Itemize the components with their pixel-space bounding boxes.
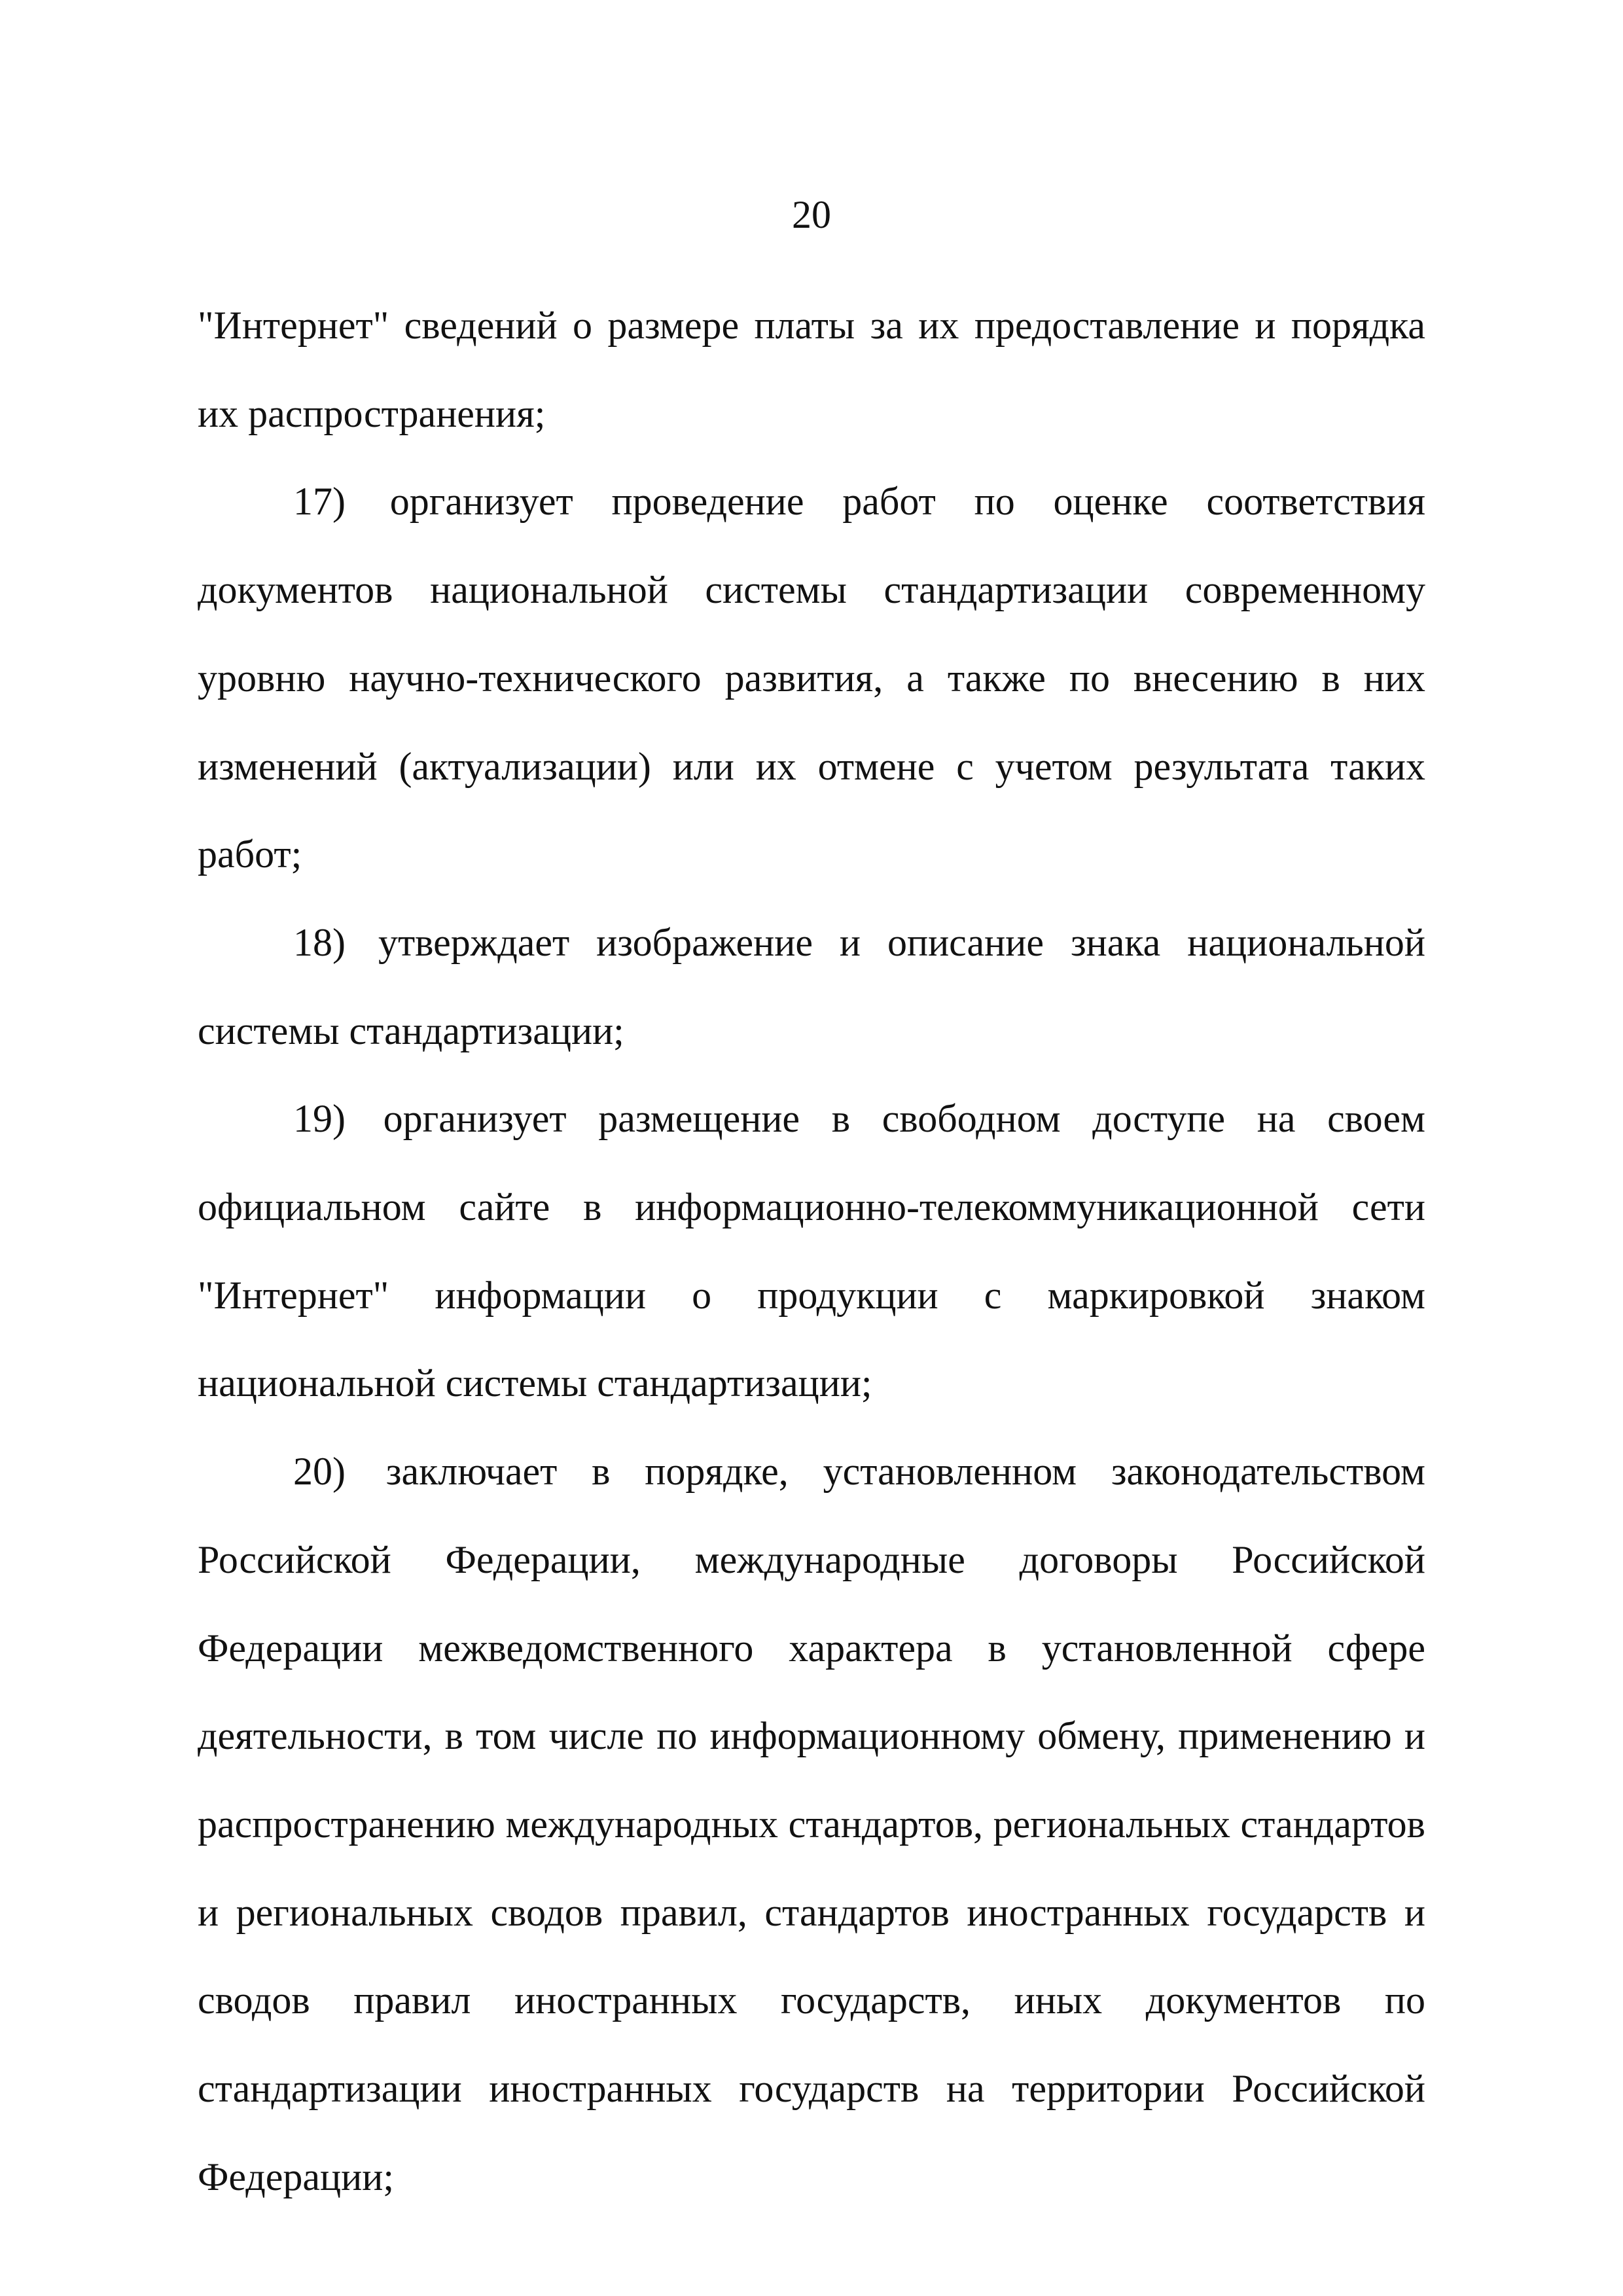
item-number: 17) [293,480,346,524]
paragraph-text: заключает в порядке, установленном законодательством Российской Федерации, международные договоры Российской Федерации межведомственного характера в установленной сфере деятельности, в том числе по информационному обмену, применению и распространению международных стандартов, региональных стандартов и региональных сводов правил, стандартов иностранных государств и сводов правил иностранных государств, иных документов по стандартизации иностранных государств на территории Российской Федерации; [198,1450,1425,2198]
paragraph-item-19 [198,1075,1425,1427]
item-number: 20) [293,1450,346,1494]
item-number: 18) [293,920,346,964]
paragraph-item-18 [198,899,1425,1075]
paragraph-text: утверждает изображение и описание знака национальной системы стандартизации; [198,920,1425,1052]
paragraph-text: "Интернет" сведений о размере платы за их предоставление и порядка их распространения; [198,304,1425,435]
paragraph-continuation [198,281,1425,457]
paragraph-text: организует размещение в свободном доступе на своем официальном сайте в информационно-телекоммуникационной сети "Интернет" информации о продукции с маркировкой знаком национальной системы стандартизации; [198,1097,1425,1405]
item-number: 19) [293,1097,346,1141]
paragraph-item-20 [198,1427,1425,2221]
paragraph-text: организует проведение работ по оценке соответствия документов национальной системы стандартизации современному уровню научно-технического развития, а также по внесению в них изменений (актуализации) или их отмене с учетом результата таких работ; [198,480,1425,876]
paragraph-item-17 [198,457,1425,899]
document-body [198,281,1425,2221]
page-number: 20 [792,193,831,236]
